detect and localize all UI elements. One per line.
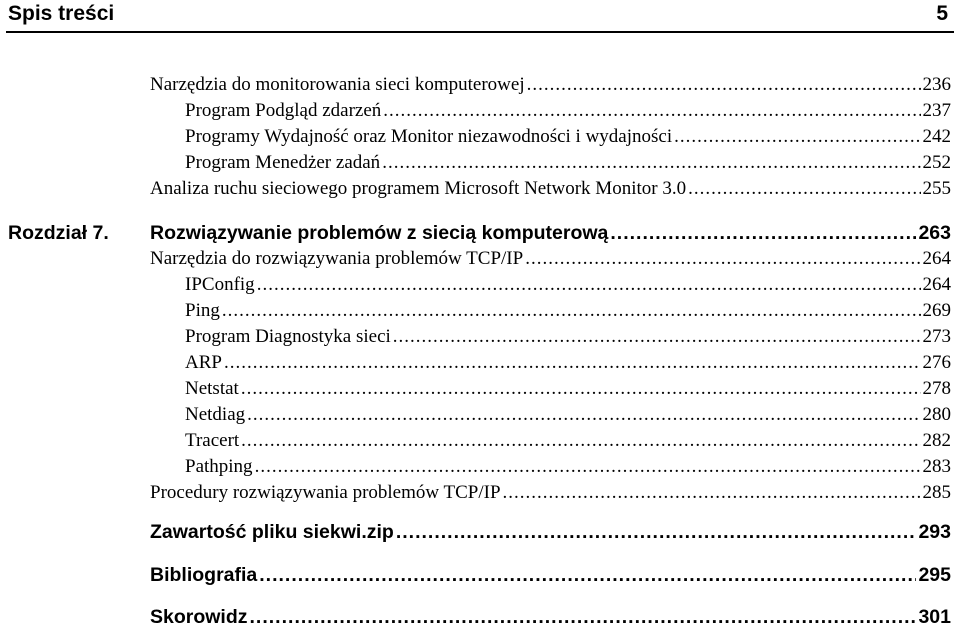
dot-leader: [525, 246, 920, 272]
dot-leader: [674, 124, 920, 150]
toc-entry-page: 242: [922, 126, 951, 147]
toc-entry-page: 269: [922, 300, 951, 321]
dot-leader: [688, 176, 920, 202]
backmatter-page: 293: [918, 521, 951, 543]
header-title: Spis treści: [8, 2, 115, 25]
chapter-label: Rozdział 7.: [8, 222, 109, 244]
toc-entry-title: Program Menedżer zadań: [185, 152, 381, 173]
toc-entry[interactable]: [185, 324, 951, 350]
dot-leader: [222, 298, 921, 324]
toc-entry[interactable]: [185, 298, 951, 324]
toc-entry-page: 278: [922, 378, 951, 399]
toc-entry-title: Narzędzia do rozwiązywania problemów TCP/IP: [150, 248, 524, 269]
toc-entry-title: Narzędzia do monitorowania sieci komputerowej: [150, 74, 525, 95]
toc-entry-page: 236: [922, 74, 951, 95]
toc-entry-title: Programy Wydajność oraz Monitor niezawodności i wydajności: [185, 126, 673, 147]
toc-entry[interactable]: [150, 72, 951, 98]
toc-chapter-entry[interactable]: [150, 219, 951, 247]
toc-entry-title: Netstat: [185, 378, 239, 399]
dot-leader: [527, 72, 921, 98]
dot-leader: [257, 272, 921, 298]
dot-leader: [247, 402, 920, 428]
toc-entry-title: Analiza ruchu sieciowego programem Microsoft Network Monitor 3.0: [150, 178, 687, 199]
toc-entry[interactable]: [150, 176, 951, 202]
toc-entry-page: 252: [922, 152, 951, 173]
toc-entry-title: Procedury rozwiązywania problemów TCP/IP: [150, 482, 501, 503]
toc-entry[interactable]: [185, 272, 951, 298]
toc-backmatter-entry[interactable]: [150, 518, 951, 546]
toc-entry[interactable]: [150, 480, 951, 506]
toc-entry[interactable]: [185, 350, 951, 376]
backmatter-title: Zawartość pliku siekwi.zip: [150, 521, 394, 543]
toc-entry[interactable]: [185, 376, 951, 402]
backmatter-title: Skorowidz: [150, 606, 248, 628]
dot-leader: [241, 428, 920, 454]
dot-leader: [393, 324, 921, 350]
chapter-title: Rozwiązywanie problemów z siecią komputerową: [150, 222, 609, 244]
dot-leader: [255, 454, 921, 480]
toc-backmatter-entry[interactable]: [150, 561, 951, 589]
toc-backmatter-entry[interactable]: [150, 603, 951, 631]
toc-entry-page: 264: [922, 248, 951, 269]
dot-leader: [224, 350, 921, 376]
toc-entry-page: 282: [922, 430, 951, 451]
toc-entry-title: Program Podgląd zdarzeń: [185, 100, 382, 121]
chapter-page: 263: [918, 222, 951, 244]
toc-entry-page: 273: [922, 326, 951, 347]
toc-entry-page: 237: [922, 100, 951, 121]
toc-entry[interactable]: [185, 402, 951, 428]
toc-entry-title: ARP: [185, 352, 222, 373]
backmatter-title: Bibliografia: [150, 564, 258, 586]
backmatter-page: 295: [918, 564, 951, 586]
toc-entry-page: 264: [922, 274, 951, 295]
dot-leader: [382, 150, 920, 176]
toc-entry-title: Pathping: [185, 456, 253, 477]
toc-entry-page: 285: [922, 482, 951, 503]
toc-entry[interactable]: [185, 150, 951, 176]
toc-entry-title: Program Diagnostyka sieci: [185, 326, 391, 347]
toc-entry[interactable]: [150, 246, 951, 272]
toc-entry[interactable]: [185, 428, 951, 454]
header-page-number: 5: [936, 2, 948, 25]
toc-entry[interactable]: [185, 124, 951, 150]
page-header: [6, 0, 954, 33]
toc-entry-title: Ping: [185, 300, 220, 321]
dot-leader: [503, 480, 921, 506]
dot-leader: [250, 603, 917, 631]
dot-leader: [610, 219, 916, 247]
toc-entry-title: Tracert: [185, 430, 240, 451]
toc-entry-page: 276: [922, 352, 951, 373]
toc-entry-title: Netdiag: [185, 404, 246, 425]
dot-leader: [259, 561, 916, 589]
backmatter-page: 301: [918, 606, 951, 628]
dot-leader: [396, 518, 917, 546]
dot-leader: [241, 376, 921, 402]
toc-entry-title: IPConfig: [185, 274, 255, 295]
toc-entry[interactable]: [185, 454, 951, 480]
toc-entry-page: 280: [922, 404, 951, 425]
dot-leader: [383, 98, 920, 124]
toc-entry[interactable]: [185, 98, 951, 124]
toc-entry-page: 255: [922, 178, 951, 199]
toc-entry-page: 283: [922, 456, 951, 477]
